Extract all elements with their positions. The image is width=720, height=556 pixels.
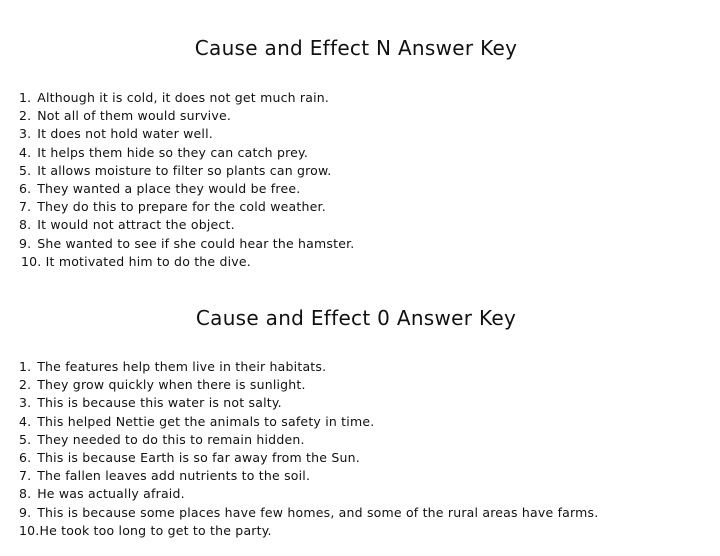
answer-text: It would not attract the object. (37, 217, 235, 233)
section-n-title: Cause and Effect N Answer Key (194, 36, 518, 60)
answer-text: It does not hold water well. (37, 126, 213, 142)
answer-item (19, 125, 354, 143)
answer-text: They needed to do this to remain hidden. (37, 431, 305, 447)
answer-number: 10. (21, 253, 42, 269)
answer-text: She wanted to see if she could hear the hamster. (37, 235, 355, 251)
section-o-title: Cause and Effect 0 Answer Key (195, 306, 517, 330)
answer-text: It allows moisture to filter so plants can grow. (37, 162, 332, 178)
answer-text: Not all of them would survive. (37, 108, 232, 124)
answer-number: 7. (19, 199, 32, 215)
answer-item (19, 253, 354, 271)
answer-number: 7. (19, 468, 32, 484)
answer-number: 10. (19, 522, 40, 538)
answer-item (19, 144, 354, 162)
answer-text: He took too long to get to the party. (39, 522, 272, 538)
answer-number: 9. (19, 235, 32, 251)
section-n-answer-list (19, 89, 354, 271)
answer-item (19, 522, 598, 540)
section-o-answer-list (19, 358, 598, 540)
answer-number: 4. (19, 144, 32, 160)
answer-number: 5. (19, 162, 32, 178)
answer-text: They do this to prepare for the cold weather. (37, 199, 326, 215)
answer-number: 1. (19, 359, 32, 374)
answer-number: 5. (19, 431, 32, 447)
answer-text: He was actually afraid. (37, 486, 185, 502)
answer-number: 4. (19, 413, 32, 429)
answer-number: 3. (19, 395, 32, 411)
answer-item (19, 358, 598, 376)
answer-text: It motivated him to do the dive. (45, 253, 251, 269)
answer-item (19, 216, 354, 234)
answer-text: This is because some places have few homes, and some of the rural areas have farms. (37, 504, 599, 520)
answer-text: This is because this water is not salty. (37, 395, 282, 411)
answer-item (19, 180, 354, 198)
answer-item (19, 394, 598, 412)
answer-item (19, 413, 598, 431)
answer-number: 9. (19, 504, 32, 520)
answer-number: 8. (19, 486, 32, 502)
answer-item (19, 235, 354, 253)
answer-text: Although it is cold, it does not get much rain. (37, 90, 330, 105)
answer-item (19, 89, 354, 107)
answer-number: 6. (19, 181, 32, 197)
answer-text: The fallen leaves add nutrients to the soil. (37, 468, 311, 484)
answer-text: This helped Nettie get the animals to safety in time. (37, 413, 375, 429)
answer-number: 3. (19, 126, 32, 142)
answer-item (19, 467, 598, 485)
answer-item (19, 504, 598, 522)
answer-item (19, 431, 598, 449)
answer-number: 1. (19, 90, 32, 105)
answer-number: 6. (19, 450, 32, 466)
answer-text: The features help them live in their habitats. (37, 359, 327, 374)
answer-text: It helps them hide so they can catch prey. (37, 144, 309, 160)
answer-text: This is because Earth is so far away from the Sun. (37, 450, 360, 466)
answer-item (19, 107, 354, 125)
answer-item (19, 198, 354, 216)
answer-number: 8. (19, 217, 32, 233)
answer-item (19, 162, 354, 180)
answer-number: 2. (19, 377, 32, 393)
answer-text: They grow quickly when there is sunlight. (37, 377, 306, 393)
answer-number: 2. (19, 108, 32, 124)
answer-item (19, 449, 598, 467)
answer-item (19, 376, 598, 394)
answer-item (19, 485, 598, 503)
answer-text: They wanted a place they would be free. (37, 181, 301, 197)
